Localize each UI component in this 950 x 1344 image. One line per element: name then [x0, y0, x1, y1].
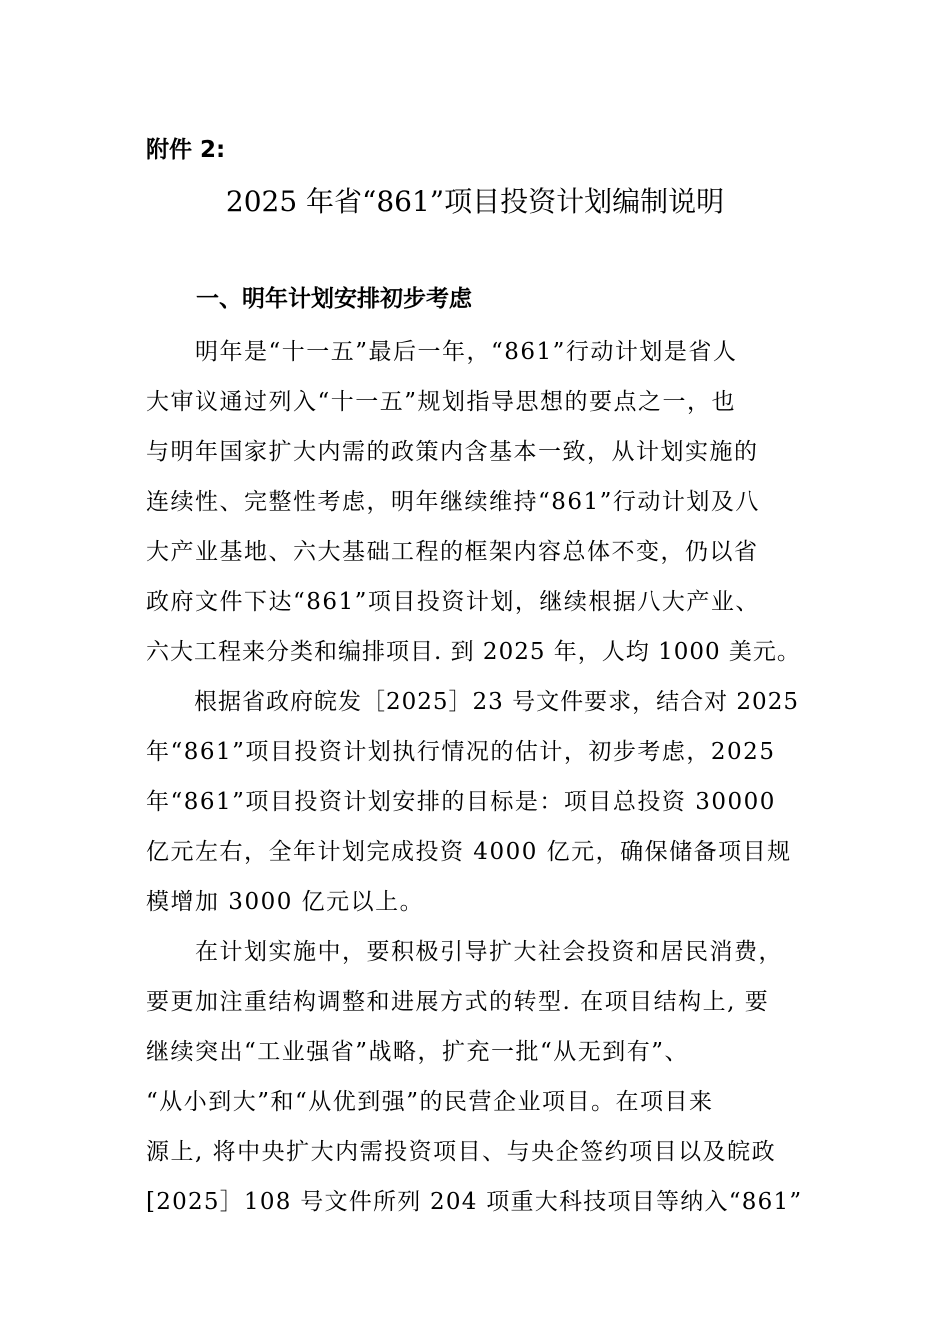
document-title: 2025 年省“861”项目投资计划编制说明 [225, 185, 725, 218]
paragraph-line: [2025］108 号文件所列 204 项重大科技项目等纳入“861” [146, 1189, 803, 1215]
paragraph-line: 源上, 将中央扩大内需投资项目、与央企签约项目以及皖政 [146, 1139, 777, 1165]
paragraph-line: 要更加注重结构调整和进展方式的转型. 在项目结构上, 要 [146, 989, 770, 1015]
paragraph-line: 年“861”项目投资计划安排的目标是：项目总投资 30000 [146, 789, 776, 815]
paragraph-line: 亿元左右，全年计划完成投资 4000 亿元，确保储备项目规 [146, 839, 792, 865]
paragraph-line: 根据省政府皖发［2025］23 号文件要求，结合对 2025 [146, 689, 799, 715]
paragraph-line: 在计划实施中，要积极引导扩大社会投资和居民消费， [146, 939, 783, 965]
paragraph-line: 大产业基地、六大基础工程的框架内容总体不变，仍以省 [146, 539, 759, 565]
paragraph-line: “从小到大”和“从优到强”的民营企业项目。在项目来 [146, 1089, 714, 1115]
section-heading: 一、明年计划安排初步考虑 [196, 286, 472, 312]
paragraph-line: 年“861”项目投资计划执行情况的估计，初步考虑，2025 [146, 739, 776, 765]
attachment-label: 附件 2: [146, 137, 226, 163]
paragraph-line: 政府文件下达“861”项目投资计划，继续根据八大产业、 [146, 589, 760, 615]
paragraph-line: 与明年国家扩大内需的政策内含基本一致，从计划实施的 [146, 439, 759, 465]
paragraph-line: 大审议通过列入“十一五”规划指导思想的要点之一，也 [146, 389, 737, 415]
paragraph-line: 明年是“十一五”最后一年，“861”行动计划是省人 [146, 339, 738, 365]
paragraph-line: 继续突出“工业强省”战略，扩充一批“从无到有”、 [146, 1039, 690, 1065]
paragraph-line: 六大工程来分类和编排项目. 到 2025 年，人均 1000 美元。 [146, 639, 801, 665]
paragraph-line: 连续性、完整性考虑，明年继续维持“861”行动计划及八 [146, 489, 760, 515]
paragraph-line: 模增加 3000 亿元以上。 [146, 889, 425, 915]
